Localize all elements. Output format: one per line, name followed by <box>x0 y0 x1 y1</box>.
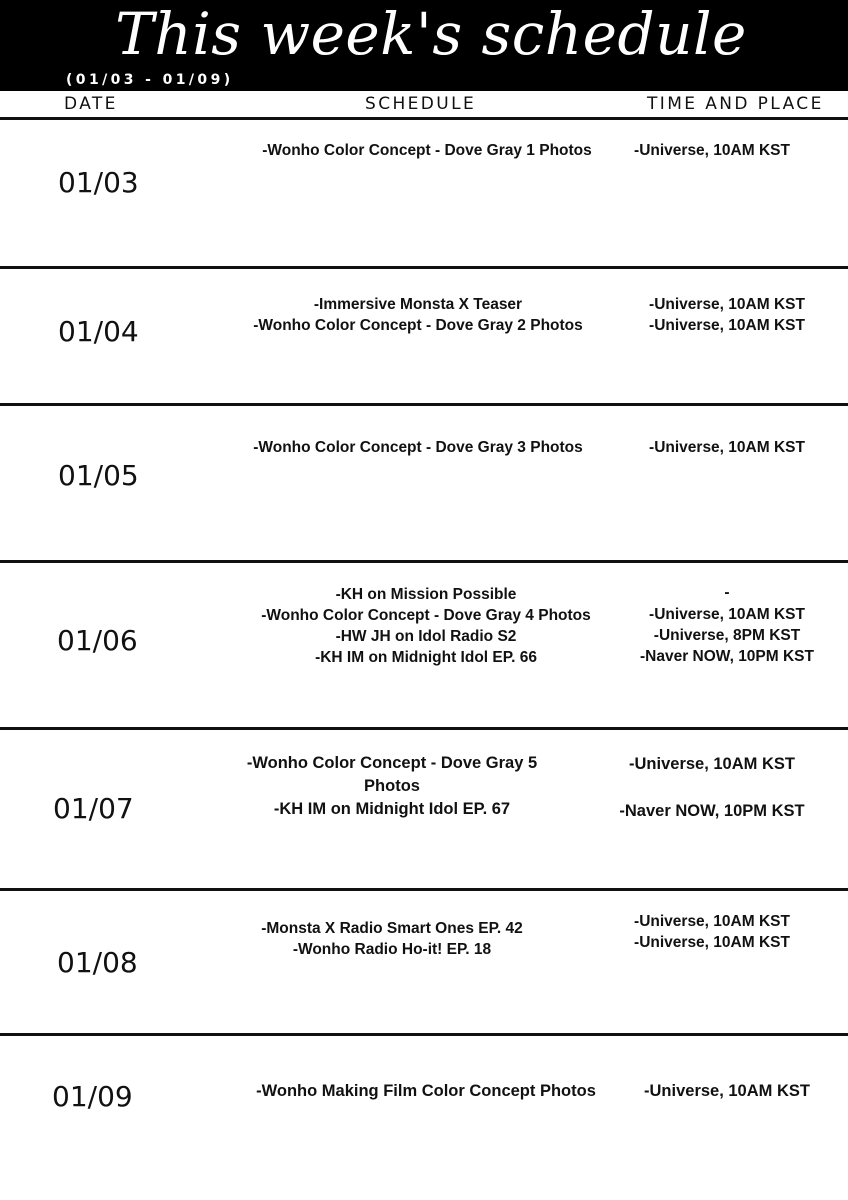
schedule-item: -Wonho Color Concept - Dove Gray 3 Photos <box>253 439 583 456</box>
row-divider <box>0 727 848 730</box>
page-title: This week's schedule <box>115 0 747 68</box>
time-place-item: -Universe, 10AM KST <box>629 755 795 773</box>
row-divider <box>0 1033 848 1036</box>
time-place-item: -Universe, 10AM KST <box>649 317 805 334</box>
row-date: 01/09 <box>52 1080 133 1113</box>
date-range: (01/03 - 01/09) <box>66 72 234 88</box>
schedule-item: -HW JH on Idol Radio S2 <box>335 628 517 645</box>
column-header-date: DATE <box>64 94 118 114</box>
row-divider <box>0 266 848 269</box>
time-place-item: -Universe, 8PM KST <box>653 627 801 644</box>
schedule-item: -Monsta X Radio Smart Ones EP. 42 <box>261 920 523 937</box>
time-place-item: -Universe, 10AM KST <box>634 142 790 159</box>
schedule-item: -Wonho Color Concept - Dove Gray 1 Photos <box>262 142 592 159</box>
schedule-item: -KH IM on Midnight Idol EP. 66 <box>315 649 537 666</box>
schedule-item: -Immersive Monsta X Teaser <box>313 296 523 313</box>
time-place-item: -Universe, 10AM KST <box>649 606 805 623</box>
time-place-item: - <box>724 584 730 601</box>
schedule-item: -KH on Mission Possible <box>335 586 517 603</box>
row-divider <box>0 117 848 120</box>
row-date: 01/05 <box>58 459 139 492</box>
row-date: 01/04 <box>58 315 139 348</box>
time-place-item: -Naver NOW, 10PM KST <box>619 802 805 820</box>
row-date: 01/07 <box>53 792 134 825</box>
row-divider <box>0 403 848 406</box>
row-divider <box>0 888 848 891</box>
schedule-item: -Wonho Making Film Color Concept Photos <box>256 1082 596 1100</box>
schedule-item: -KH IM on Midnight Idol EP. 67 <box>273 800 511 818</box>
schedule-item: -Wonho Color Concept - Dove Gray 5 <box>246 754 538 772</box>
title-banner <box>0 0 848 91</box>
schedule-item: Photos <box>364 777 420 795</box>
row-divider <box>0 560 848 563</box>
time-place-item: -Universe, 10AM KST <box>634 913 790 930</box>
time-place-item: -Universe, 10AM KST <box>649 439 805 456</box>
row-date: 01/03 <box>58 166 139 199</box>
time-place-item: -Universe, 10AM KST <box>634 934 790 951</box>
column-header-schedule: SCHEDULE <box>365 94 477 114</box>
schedule-item: -Wonho Radio Ho-it! EP. 18 <box>292 941 492 958</box>
time-place-item: -Universe, 10AM KST <box>649 296 805 313</box>
column-header-time-and-place: TIME AND PLACE <box>647 94 824 114</box>
row-date: 01/08 <box>57 946 138 979</box>
row-date: 01/06 <box>57 624 138 657</box>
time-place-item: -Naver NOW, 10PM KST <box>640 648 814 665</box>
schedule-item: -Wonho Color Concept - Dove Gray 4 Photos <box>261 607 591 624</box>
schedule-item: -Wonho Color Concept - Dove Gray 2 Photos <box>253 317 583 334</box>
time-place-item: -Universe, 10AM KST <box>644 1082 810 1100</box>
